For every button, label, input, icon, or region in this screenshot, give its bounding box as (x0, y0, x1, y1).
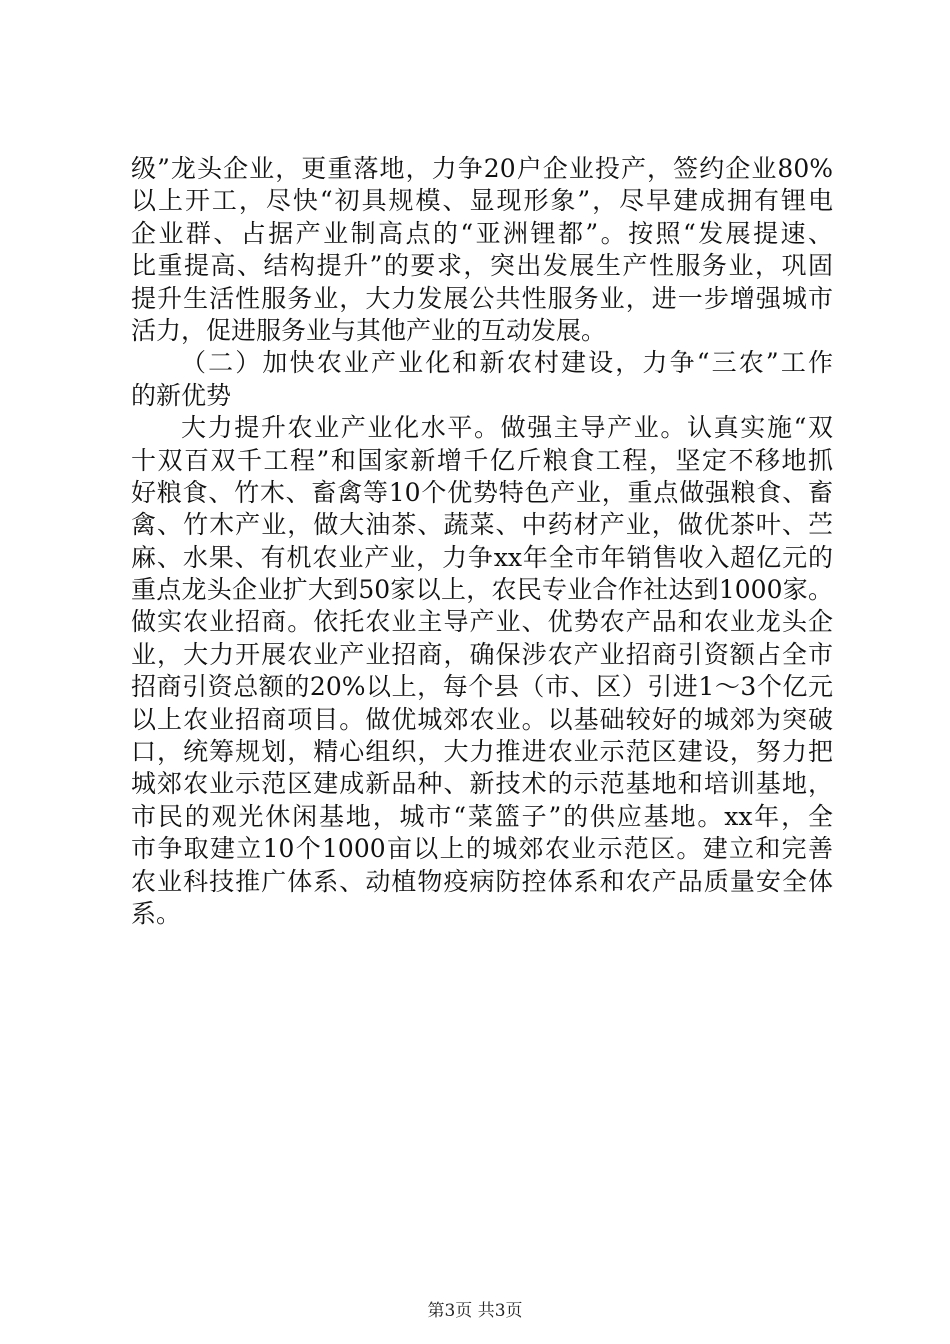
text-line: 十双百双千工程”和国家新增千亿斤粮食工程，坚定不移地抓 (131, 445, 833, 475)
text-line: 市争取建立10个1000亩以上的城郊农业示范区。建立和完善 (131, 834, 833, 864)
text-line: 做实农业招商。依托农业主导产业、优势农产品和农业龙头企 (131, 607, 833, 637)
text-line: 城郊农业示范区建成新品种、新技术的示范基地和培训基地， (131, 769, 833, 799)
document-body (131, 153, 833, 930)
text-line: 以上开工，尽快“初具规模、显现形象”，尽早建成拥有锂电 (131, 186, 833, 216)
text-line: 大力提升农业产业化水平。做强主导产业。认真实施“双 (181, 413, 833, 443)
section-heading-line: （二）加快农业产业化和新农村建设，力争“三农”工作 (181, 348, 833, 378)
text-line: 级”龙头企业，更重落地，力争20户企业投产，签约企业80% (131, 154, 833, 183)
text-line: 以上农业招商项目。做优城郊农业。以基础较好的城郊为突破 (131, 704, 833, 734)
text-line: 招商引资总额的20%以上，每个县（市、区）引进1～3个亿元 (131, 672, 833, 702)
text-line: 口，统筹规划，精心组织，大力推进农业示范区建设，努力把 (131, 737, 833, 767)
text-line: 农业科技推广体系、动植物疫病防控体系和农产品质量安全体 (131, 866, 833, 896)
text-line: 提升生活性服务业，大力发展公共性服务业，进一步增强城市 (131, 283, 833, 313)
text-line: 禽、竹木产业，做大油茶、蔬菜、中药材产业，做优茶叶、苎 (131, 510, 833, 540)
text-line: 麻、水果、有机农业产业，力争xx年全市年销售收入超亿元的 (131, 542, 833, 572)
text-line: 企业群、占据产业制高点的“亚洲锂都”。按照“发展提速、 (131, 218, 833, 248)
text-line: 业，大力开展农业产业招商，确保涉农产业招商引资额占全市 (131, 639, 833, 669)
text-line: 市民的观光休闲基地，城市“菜篮子”的供应基地。xx年，全 (131, 801, 833, 831)
text-line: 好粮食、竹木、畜禽等10个优势特色产业，重点做强粮食、畜 (131, 477, 833, 507)
text-line: 活力，促进服务业与其他产业的互动发展。 (131, 315, 607, 345)
text-line: 重点龙头企业扩大到50家以上，农民专业合作社达到1000家。 (131, 575, 833, 605)
text-line: 系。 (131, 898, 182, 928)
text-line: 比重提高、结构提升”的要求，突出发展生产性服务业，巩固 (131, 251, 833, 281)
page-number-footer: 第3页 共3页 (427, 1301, 523, 1321)
section-heading-line: 的新优势 (131, 380, 232, 410)
